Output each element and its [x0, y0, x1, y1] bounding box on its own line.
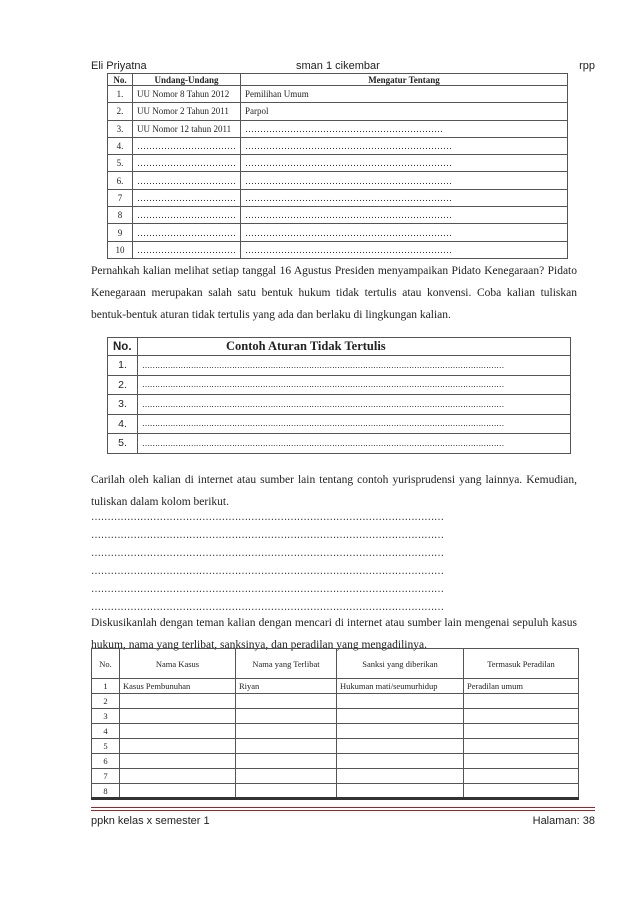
- cell-peradilan: [464, 769, 579, 784]
- cell-no: 6.: [108, 172, 133, 189]
- cell-kasus: [120, 784, 236, 799]
- table-row: [108, 86, 568, 103]
- cell-no: 1.: [108, 86, 133, 103]
- cell-no: 3: [92, 709, 120, 724]
- table-row: [92, 694, 579, 709]
- table-row: [92, 709, 579, 724]
- cell-tentang: ……………………………………………………………: [241, 241, 568, 258]
- table-row: [108, 155, 568, 172]
- cell-no: 1: [92, 679, 120, 694]
- cell-peradilan: [464, 724, 579, 739]
- table-row: [108, 395, 571, 415]
- cell-no: 7: [92, 769, 120, 784]
- col-nama-kasus: Nama Kasus: [120, 649, 236, 679]
- cell-sanksi: [337, 724, 464, 739]
- cell-kasus: [120, 769, 236, 784]
- cell-sanksi: [337, 694, 464, 709]
- cell-no: 2: [92, 694, 120, 709]
- cell-uu: ……………………………: [133, 224, 241, 241]
- cell-sanksi: [337, 709, 464, 724]
- cell-terlibat: [236, 709, 337, 724]
- table-header-row: [92, 649, 579, 679]
- cell-kasus: Kasus Pembunuhan: [120, 679, 236, 694]
- table-row: [108, 172, 568, 189]
- cell-terlibat: [236, 754, 337, 769]
- table-row: [108, 189, 568, 206]
- cell-kasus: [120, 709, 236, 724]
- footer-divider: [91, 807, 595, 811]
- table-row: [108, 120, 568, 137]
- cell-sanksi: [337, 754, 464, 769]
- cell-no: 4: [92, 724, 120, 739]
- table-row: [108, 434, 571, 454]
- table-row: [92, 784, 579, 799]
- cell-tentang: ……………………………………………………………: [241, 137, 568, 154]
- table-row: [108, 224, 568, 241]
- cell-sanksi: [337, 769, 464, 784]
- cell-tentang: …………………………………………………………: [241, 120, 568, 137]
- cell-tentang: ……………………………………………………………: [241, 172, 568, 189]
- cell-terlibat: [236, 769, 337, 784]
- cell-no: 10: [108, 241, 133, 258]
- cell-peradilan: [464, 784, 579, 799]
- cell-no: 3.: [108, 120, 133, 137]
- cell-terlibat: [236, 694, 337, 709]
- cell-tentang: ……………………………………………………………: [241, 189, 568, 206]
- col-nama-terlibat: Nama yang Terlibat: [236, 649, 337, 679]
- cell-no: 4.: [108, 137, 133, 154]
- cell-tentang: Pemilihan Umum: [241, 86, 568, 103]
- cell-peradilan: [464, 739, 579, 754]
- table-row: [92, 769, 579, 784]
- kasus-hukum-table: [91, 648, 579, 800]
- page-header: [91, 60, 595, 74]
- col-peradilan: Termasuk Peradilan: [464, 649, 579, 679]
- cell-kasus: [120, 739, 236, 754]
- cell-no: 7: [108, 189, 133, 206]
- cell-peradilan: [464, 694, 579, 709]
- cell-terlibat: Riyan: [236, 679, 337, 694]
- table-row: [108, 356, 571, 376]
- paragraph-pidato: Pernahkah kalian melihat setiap tanggal 16 Agustus Presiden menyampaikan Pidato Kenegaraan? Pidato Kenegaraan merupakan salah satu bentuk hukum tidak tertulis atau konvensi. Coba kalian tuliskan bentuk-bentuk aturan tidak tertulis yang ada dan berlaku di lingkungan kalian.: [91, 265, 577, 321]
- cell-no: 6: [92, 754, 120, 769]
- cell-aturan: ……………………………………………………………………………………………………………………………: [138, 375, 571, 395]
- cell-aturan: ……………………………………………………………………………………………………………………………: [138, 434, 571, 454]
- cell-no: 5.: [108, 434, 138, 454]
- cell-no: 9: [108, 224, 133, 241]
- cell-terlibat: [236, 739, 337, 754]
- table-row: [92, 754, 579, 769]
- cell-no: 8: [92, 784, 120, 799]
- cell-no: 5.: [108, 155, 133, 172]
- table-row: [92, 679, 579, 694]
- col-mengatur-tentang: Mengatur Tentang: [241, 74, 568, 86]
- header-author: Eli Priyatna: [91, 60, 147, 72]
- table-header-row: [108, 338, 571, 356]
- undang-undang-table: [107, 73, 568, 259]
- table-row: [92, 724, 579, 739]
- header-school: sman 1 cikembar: [296, 60, 380, 72]
- cell-no: 3.: [108, 395, 138, 415]
- cell-uu: UU Nomor 12 tahun 2011: [133, 120, 241, 137]
- cell-tentang: ……………………………………………………………: [241, 155, 568, 172]
- header-doc: rpp: [579, 60, 595, 72]
- col-no: No.: [108, 74, 133, 86]
- cell-uu: ……………………………: [133, 189, 241, 206]
- paragraph-diskusi: Diskusikanlah dengan teman kalian dengan mencari di internet atau sumber lain mengenai sepuluh kasus hukum, nama yang terlibat, sanksinya, dan peradilan yang mengadilinya.: [91, 617, 577, 651]
- table-row: [108, 375, 571, 395]
- cell-peradilan: [464, 754, 579, 769]
- footer-course: ppkn kelas x semester 1: [91, 815, 210, 827]
- cell-kasus: [120, 694, 236, 709]
- answer-line: ………………………………………………………………………………………………: [91, 584, 444, 595]
- answer-line: ………………………………………………………………………………………………: [91, 566, 444, 577]
- table-row: [108, 137, 568, 154]
- table-row: [108, 241, 568, 258]
- cell-aturan: ……………………………………………………………………………………………………………………………: [138, 395, 571, 415]
- cell-no: 5: [92, 739, 120, 754]
- answer-line: ………………………………………………………………………………………………: [91, 530, 444, 541]
- cell-uu: ……………………………: [133, 172, 241, 189]
- cell-kasus: [120, 724, 236, 739]
- cell-aturan: ……………………………………………………………………………………………………………………………: [138, 414, 571, 434]
- cell-uu: ……………………………: [133, 241, 241, 258]
- cell-uu: UU Nomor 8 Tahun 2012: [133, 86, 241, 103]
- cell-kasus: [120, 754, 236, 769]
- table-row: [92, 739, 579, 754]
- col-no: No.: [108, 338, 138, 356]
- cell-aturan: ……………………………………………………………………………………………………………………………: [138, 356, 571, 376]
- col-contoh-aturan: Contoh Aturan Tidak Tertulis: [138, 338, 571, 356]
- answer-line: ………………………………………………………………………………………………: [91, 548, 444, 559]
- col-no: No.: [92, 649, 120, 679]
- answer-line: ………………………………………………………………………………………………: [91, 512, 444, 523]
- cell-terlibat: [236, 724, 337, 739]
- footer-page-number: Halaman: 38: [532, 815, 595, 827]
- table-header-row: [108, 74, 568, 86]
- cell-uu: ……………………………: [133, 155, 241, 172]
- cell-uu: UU Nomor 2 Tahun 2011: [133, 103, 241, 120]
- cell-no: 2.: [108, 103, 133, 120]
- table-row: [108, 207, 568, 224]
- cell-terlibat: [236, 784, 337, 799]
- cell-peradilan: Peradilan umum: [464, 679, 579, 694]
- table-row: [108, 103, 568, 120]
- table-row: [108, 414, 571, 434]
- cell-uu: ……………………………: [133, 137, 241, 154]
- cell-tentang: Parpol: [241, 103, 568, 120]
- answer-line: ………………………………………………………………………………………………: [91, 602, 444, 613]
- cell-uu: ……………………………: [133, 207, 241, 224]
- cell-tentang: ……………………………………………………………: [241, 207, 568, 224]
- cell-peradilan: [464, 709, 579, 724]
- cell-no: 1.: [108, 356, 138, 376]
- cell-sanksi: Hukuman mati/seumurhidup: [337, 679, 464, 694]
- paragraph-yurisprudensi: Carilah oleh kalian di internet atau sumber lain tentang contoh yurisprudensi yang lainnya. Kemudian, tuliskan dalam kolom berikut.: [91, 474, 577, 508]
- col-sanksi: Sanksi yang diberikan: [337, 649, 464, 679]
- cell-sanksi: [337, 739, 464, 754]
- cell-no: 2.: [108, 375, 138, 395]
- cell-no: 8: [108, 207, 133, 224]
- cell-no: 4.: [108, 414, 138, 434]
- cell-tentang: ……………………………………………………………: [241, 224, 568, 241]
- cell-sanksi: [337, 784, 464, 799]
- aturan-tidak-tertulis-table: [107, 337, 571, 454]
- col-undang-undang: Undang-Undang: [133, 74, 241, 86]
